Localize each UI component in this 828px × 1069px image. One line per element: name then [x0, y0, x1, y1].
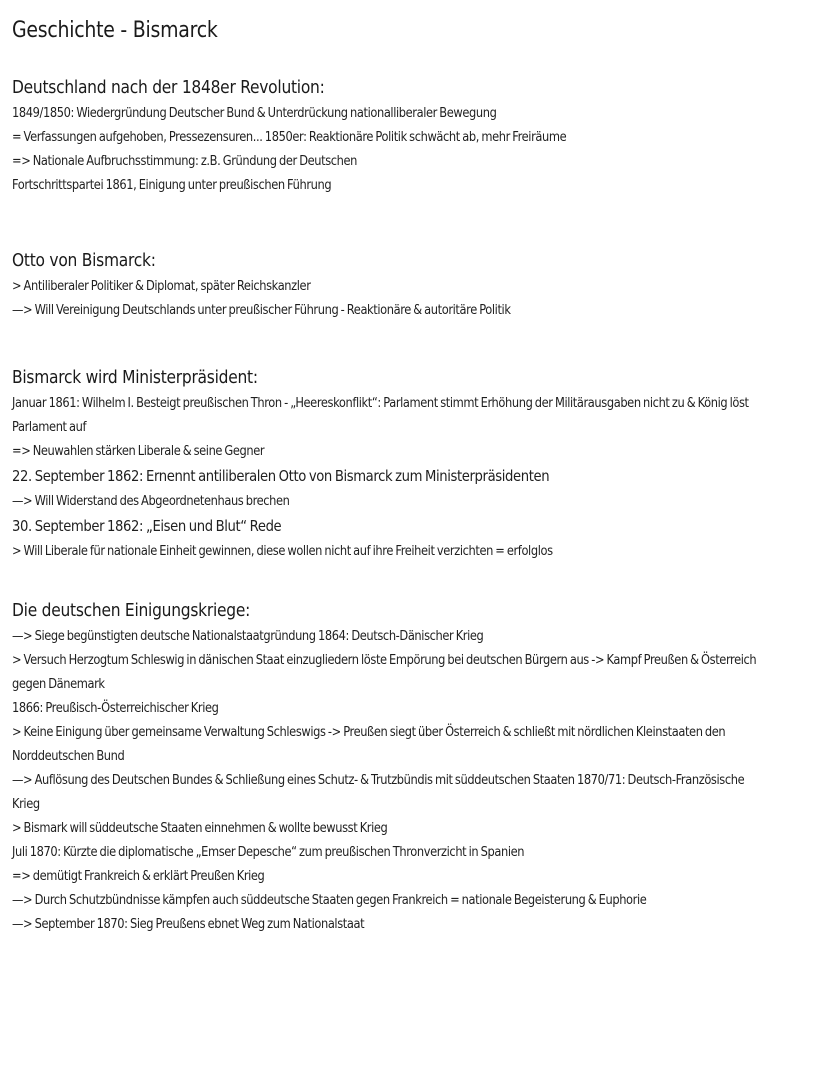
- text-line: > Will Liberale für nationale Einheit gewinnen, diese wollen nicht auf ihre Freiheit verzichten = erfolglos: [12, 544, 553, 559]
- notes-page: [12, 18, 812, 975]
- text-line: > Keine Einigung über gemeinsame Verwaltung Schleswigs -> Preußen siegt über Österreich & schließt mit nördlichen Kleinstaaten den: [12, 725, 726, 740]
- text-line: 1866: Preußisch-Österreichischer Krieg: [12, 701, 219, 716]
- text-line: Fortschrittspartei 1861, Einigung unter preußischen Führung: [12, 178, 332, 193]
- text-line: > Antiliberaler Politiker & Diplomat, später Reichskanzler: [12, 279, 311, 294]
- text-line: 30. September 1862: „Eisen und Blut“ Rede: [12, 517, 282, 535]
- text-line: —> Will Widerstand des Abgeordnetenhaus brechen: [12, 494, 290, 509]
- text-line: gegen Dänemark: [12, 677, 105, 692]
- text-line: Parlament auf: [12, 420, 87, 435]
- text-line: Januar 1861: Wilhelm I. Besteigt preußischen Thron - „Heereskonflikt“: Parlament stimmt Erhöhung der Militärausgaben nicht zu & König löst: [12, 396, 749, 411]
- text-line: —> Will Vereinigung Deutschlands unter preußischer Führung - Reaktionäre & autoritäre Politik: [12, 303, 511, 318]
- text-line: => Nationale Aufbruchsstimmung: z.B. Gründung der Deutschen: [12, 154, 358, 169]
- section-lines: [12, 392, 812, 564]
- section-ministerpraesident: [12, 367, 812, 564]
- text-line: => Neuwahlen stärken Liberale & seine Gegner: [12, 444, 265, 459]
- text-line: Krieg: [12, 797, 40, 812]
- section-heading: Otto von Bismarck:: [12, 250, 156, 271]
- text-line: 22. September 1862: Ernennt antiliberalen Otto von Bismarck zum Ministerpräsidenten: [12, 467, 550, 485]
- text-line: —> Durch Schutzbündnisse kämpfen auch süddeutsche Staaten gegen Frankreich = nationale Begeisterung & Euphorie: [12, 893, 647, 908]
- section-revolution: [12, 77, 812, 198]
- section-heading: Bismarck wird Ministerpräsident:: [12, 367, 258, 388]
- section-lines: [12, 625, 812, 937]
- text-line: > Bismark will süddeutsche Staaten einnehmen & wollte bewusst Krieg: [12, 821, 388, 836]
- text-line: Norddeutschen Bund: [12, 749, 125, 764]
- section-heading: Deutschland nach der 1848er Revolution:: [12, 77, 325, 98]
- text-line: Juli 1870: Kürzte die diplomatische „Emser Depesche“ zum preußischen Thronverzicht in Spanien: [12, 845, 525, 860]
- section-einigungskriege: [12, 600, 812, 937]
- text-line: —> Auflösung des Deutschen Bundes & Schließung eines Schutz- & Trutzbündis mit süddeutschen Staaten 1870/71: Deutsch-Französische: [12, 773, 745, 788]
- text-line: => demütigt Frankreich & erklärt Preußen Krieg: [12, 869, 265, 884]
- page-title: Geschichte - Bismarck: [12, 18, 218, 43]
- section-lines: [12, 102, 812, 198]
- text-line: > Versuch Herzogtum Schleswig in dänischen Staat einzugliedern löste Empörung bei deutschen Bürgern aus -> Kampf Preußen & Österreich: [12, 653, 757, 668]
- section-heading: Die deutschen Einigungskriege:: [12, 600, 251, 621]
- text-line: = Verfassungen aufgehoben, Pressezensuren... 1850er: Reaktionäre Politik schwächt ab, mehr Freiräume: [12, 130, 567, 145]
- section-otto-von-bismarck: [12, 250, 812, 323]
- text-line: —> September 1870: Sieg Preußens ebnet Weg zum Nationalstaat: [12, 917, 365, 932]
- text-line: 1849/1850: Wiedergründung Deutscher Bund & Unterdrückung nationalliberaler Bewegung: [12, 106, 497, 121]
- section-lines: [12, 275, 812, 323]
- text-line: —> Siege begünstigten deutsche Nationalstaatgründung 1864: Deutsch-Dänischer Krieg: [12, 629, 484, 644]
